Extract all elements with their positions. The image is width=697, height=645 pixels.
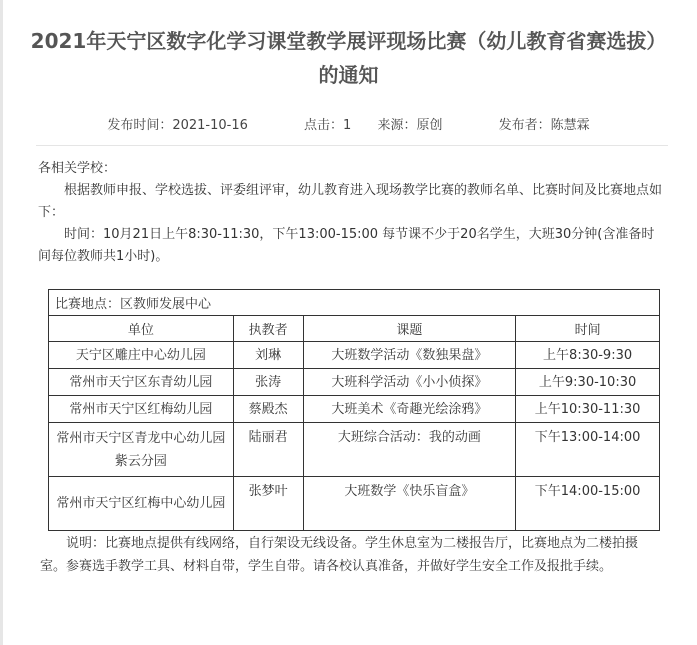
header-teacher: 执教者 (233, 316, 303, 342)
cell-teacher: 张涛 (233, 369, 303, 396)
cell-unit: 常州市天宁区红梅中心幼儿园 (49, 477, 234, 531)
cell-teacher: 陆丽君 (233, 423, 303, 477)
cell-topic: 大班科学活动《小小侦探》 (303, 369, 516, 396)
header-unit: 单位 (49, 316, 234, 342)
left-border (0, 0, 3, 645)
title-line-1: 2021年天宁区数字化学习课堂教学展评现场比赛（幼儿教育省赛选拔） (30, 29, 667, 53)
cell-time: 上午9:30-10:30 (516, 369, 660, 396)
article-meta (0, 114, 697, 133)
schedule-table (48, 289, 660, 531)
meta-divider (36, 145, 668, 146)
venue-cell: 比赛地点：区教师发展中心 (49, 290, 660, 316)
table-row (49, 423, 660, 477)
table-header-row (49, 316, 660, 342)
cell-topic: 大班数学《快乐盲盒》 (303, 477, 516, 531)
publisher: 发布者：陈慧霖 (498, 118, 590, 133)
cell-time: 上午10:30-11:30 (516, 396, 660, 423)
publish-time: 发布时间：2021-10-16 (107, 118, 248, 133)
cell-topic: 大班综合活动：我的动画 (303, 423, 516, 477)
intro-paragraph: 根据教师申报、学校选拔、评委组评审，幼儿教育进入现场教学比赛的教师名单、比赛时间及比赛地点如下： (38, 183, 663, 220)
cell-time: 下午14:00-15:00 (516, 477, 660, 531)
cell-teacher: 刘琳 (233, 342, 303, 369)
time-paragraph: 时间：10月21日上午8:30-11:30，下午13:00-15:00 每节课不少于20名学生，大班30分钟(含准备时间每位教师共1小时)。 (38, 227, 655, 264)
salutation: 各相关学校： (38, 161, 117, 176)
title-line-2: 的通知 (318, 63, 379, 87)
header-topic: 课题 (303, 316, 516, 342)
cell-teacher: 张梦叶 (233, 477, 303, 531)
article-body (38, 158, 665, 268)
header-time: 时间 (516, 316, 660, 342)
cell-topic: 大班美术《奇趣光绘涂鸦》 (303, 396, 516, 423)
table-row (49, 396, 660, 423)
cell-unit: 常州市天宁区青龙中心幼儿园紫云分园 (49, 423, 234, 477)
source: 来源：原创 (377, 118, 443, 133)
cell-topic: 大班数学活动《数独果盘》 (303, 342, 516, 369)
note-paragraph: 说明：比赛地点提供有线网络，自行架设无线设备。学生休息室为二楼报告厅，比赛地点为二楼拍摄室。参赛选手教学工具、材料自带，学生自带。请各校认真准备，并做好学生安全工作及报批手续。 (40, 536, 639, 574)
cell-unit: 天宁区雕庄中心幼儿园 (49, 342, 234, 369)
cell-unit: 常州市天宁区东青幼儿园 (49, 369, 234, 396)
cell-time: 下午13:00-14:00 (516, 423, 660, 477)
click-count: 点击：1 (304, 118, 352, 133)
cell-time: 上午8:30-9:30 (516, 342, 660, 369)
table-row (49, 369, 660, 396)
cell-unit: 常州市天宁区红梅幼儿园 (49, 396, 234, 423)
table-row (49, 342, 660, 369)
cell-teacher: 蔡殿杰 (233, 396, 303, 423)
article-title (20, 24, 677, 92)
table-row (49, 477, 660, 531)
